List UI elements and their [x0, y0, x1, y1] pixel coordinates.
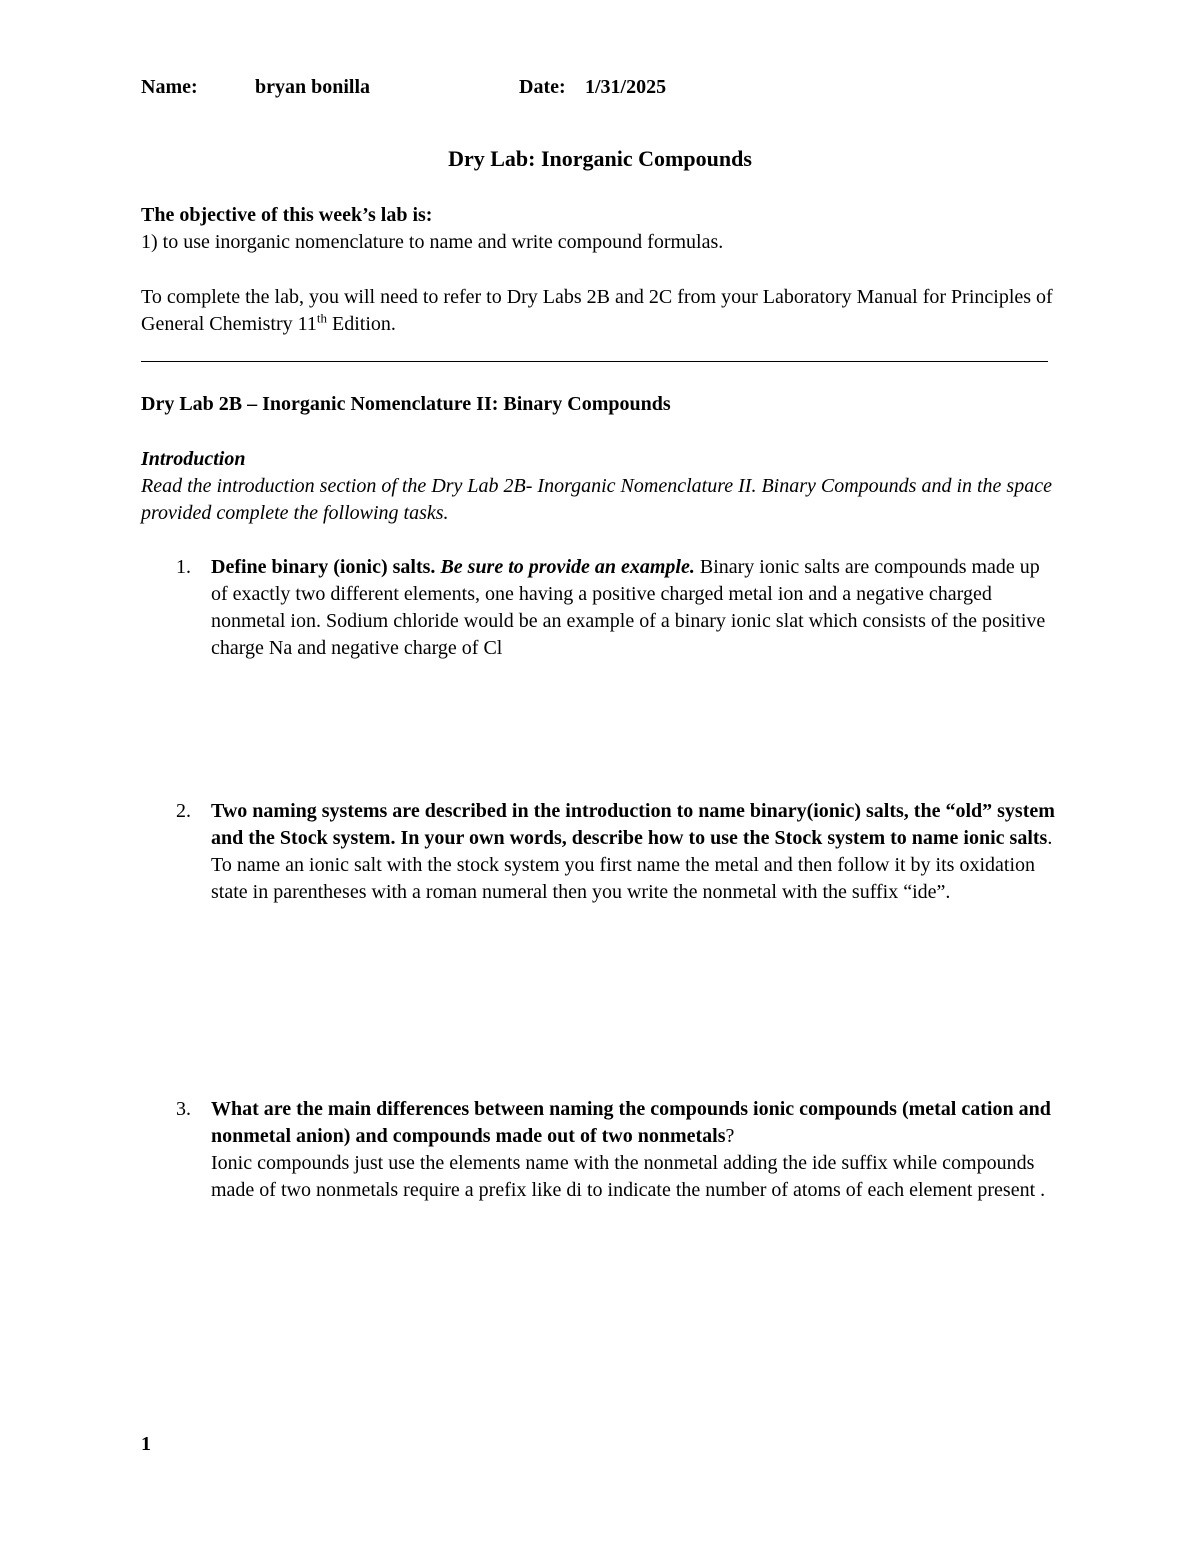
reference-text: To complete the lab, you will need to refer to Dry Labs 2B and 2C from your Laboratory Manual for Principles of General Chemistry 11 — [141, 286, 1053, 335]
question-3-answer-lead: ? — [725, 1125, 735, 1147]
introduction-text: Read the introduction section of the Dry Lab 2B- Inorganic Nomenclature II. Binary Compounds and in the space provided complete the following tasks. — [141, 475, 1052, 524]
name-value: bryan bonilla — [255, 76, 371, 98]
name-label: Name: — [141, 76, 198, 98]
document-title: Dry Lab: Inorganic Compounds — [448, 146, 752, 171]
page-number: 1 — [141, 1433, 151, 1455]
question-2-answer: . To name an ionic salt with the stock system you first name the metal and then follow it by its oxidation state in parentheses with a roman numeral then you write the nonmetal with the suffix “ide”. — [211, 827, 1053, 903]
question-2-prompt: Two naming systems are described in the introduction to name binary(ionic) salts, the “old” system and the Stock system. In your own words, describe how to use the Stock system to name ionic salts — [211, 800, 1055, 849]
date-label: Date: — [519, 76, 566, 98]
question-2 — [211, 798, 1061, 906]
question-3-number: 3. — [176, 1098, 191, 1120]
date-value: 1/31/2025 — [585, 76, 667, 98]
question-1-prompt-emphasis: Be sure to provide an example. — [440, 556, 695, 578]
question-1 — [211, 554, 1061, 662]
section-heading: Dry Lab 2B – Inorganic Nomenclature II: Binary Compounds — [141, 393, 671, 415]
introduction-heading: Introduction — [141, 448, 246, 470]
horizontal-divider — [141, 361, 1048, 362]
reference-text-end: Edition. — [327, 313, 396, 335]
question-2-number: 2. — [176, 800, 191, 822]
question-1-prompt: Define binary (ionic) salts. — [211, 556, 436, 578]
question-3-answer: Ionic compounds just use the elements name with the nonmetal adding the ide suffix while compounds made of two nonmetals require a prefix like di to indicate the number of atoms of each element present . — [211, 1152, 1046, 1201]
question-1-answer: Binary ionic salts are compounds made up of exactly two different elements, one having a positive charged metal ion and a negative charged nonmetal ion. Sodium chloride would be an example of a binary ionic slat which consists of the positive charge Na and negative charge of Cl — [211, 556, 1046, 659]
reference-paragraph — [141, 284, 1061, 338]
reference-superscript: th — [316, 310, 328, 326]
objective-item: 1) to use inorganic nomenclature to name and write compound formulas. — [141, 231, 724, 253]
question-3 — [211, 1096, 1061, 1204]
question-1-number: 1. — [176, 556, 191, 578]
question-3-prompt: What are the main differences between naming the compounds ionic compounds (metal cation and nonmetal anion) and compounds made out of two nonmetals — [211, 1098, 1051, 1147]
objective-heading: The objective of this week’s lab is: — [141, 204, 433, 226]
